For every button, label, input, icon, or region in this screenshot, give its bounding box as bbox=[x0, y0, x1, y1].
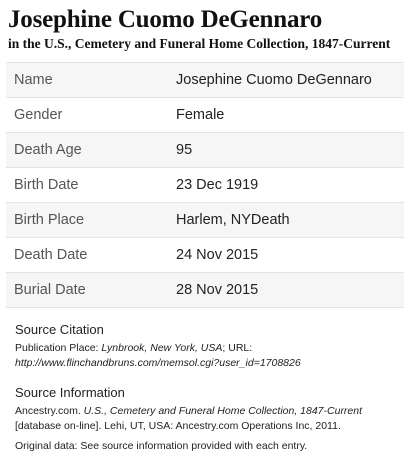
field-value: 23 Dec 1919 bbox=[176, 177, 259, 193]
source-citation-heading: Source Citation bbox=[15, 322, 104, 337]
field-value: Harlem, NYDeath bbox=[176, 212, 290, 228]
field-label: Burial Date bbox=[14, 282, 86, 298]
url-label: ; URL: bbox=[222, 342, 253, 354]
publication-place: Lynbrook, New York, USA bbox=[101, 342, 223, 354]
collection-title: U.S., Cemetery and Funeral Home Collection, 1847-Current bbox=[83, 405, 363, 417]
source-information-heading: Source Information bbox=[15, 385, 125, 400]
field-value: 24 Nov 2015 bbox=[176, 247, 259, 263]
source-citation-section bbox=[15, 322, 404, 371]
field-value: Female bbox=[176, 107, 225, 123]
source-url: http://www.flinchandbruns.com/memsol.cgi?user_id=1708826 bbox=[15, 357, 301, 369]
table-row bbox=[6, 168, 404, 203]
original-data-text: Original data: See source information provided with each entry. bbox=[15, 440, 308, 452]
record-page bbox=[0, 6, 410, 454]
table-row bbox=[6, 203, 404, 238]
source-publisher-suffix: [database on-line]. Lehi, UT, USA: Ancestry.com Operations Inc, 2011. bbox=[15, 420, 341, 432]
field-label: Name bbox=[14, 72, 53, 88]
table-row bbox=[6, 273, 404, 308]
field-value: 28 Nov 2015 bbox=[176, 282, 259, 298]
source-information-text bbox=[15, 404, 404, 434]
field-label: Birth Place bbox=[14, 212, 85, 228]
field-label: Birth Date bbox=[14, 177, 79, 193]
record-fields-table bbox=[6, 62, 404, 308]
table-row bbox=[6, 238, 404, 273]
table-row bbox=[6, 98, 404, 133]
field-label: Gender bbox=[14, 107, 63, 123]
collection-subtitle: in the U.S., Cemetery and Funeral Home Collection, 1847-Current bbox=[8, 36, 391, 51]
source-citation-text bbox=[15, 341, 404, 371]
field-value: Josephine Cuomo DeGennaro bbox=[176, 72, 372, 88]
field-value: 95 bbox=[176, 142, 193, 158]
table-row bbox=[6, 63, 404, 98]
table-row bbox=[6, 133, 404, 168]
field-label: Death Age bbox=[14, 142, 82, 158]
record-title: Josephine Cuomo DeGennaro bbox=[8, 6, 323, 33]
source-information-section bbox=[15, 385, 404, 454]
source-publisher-prefix: Ancestry.com. bbox=[15, 405, 84, 417]
field-label: Death Date bbox=[14, 247, 88, 263]
publication-place-label: Publication Place: bbox=[15, 342, 102, 354]
